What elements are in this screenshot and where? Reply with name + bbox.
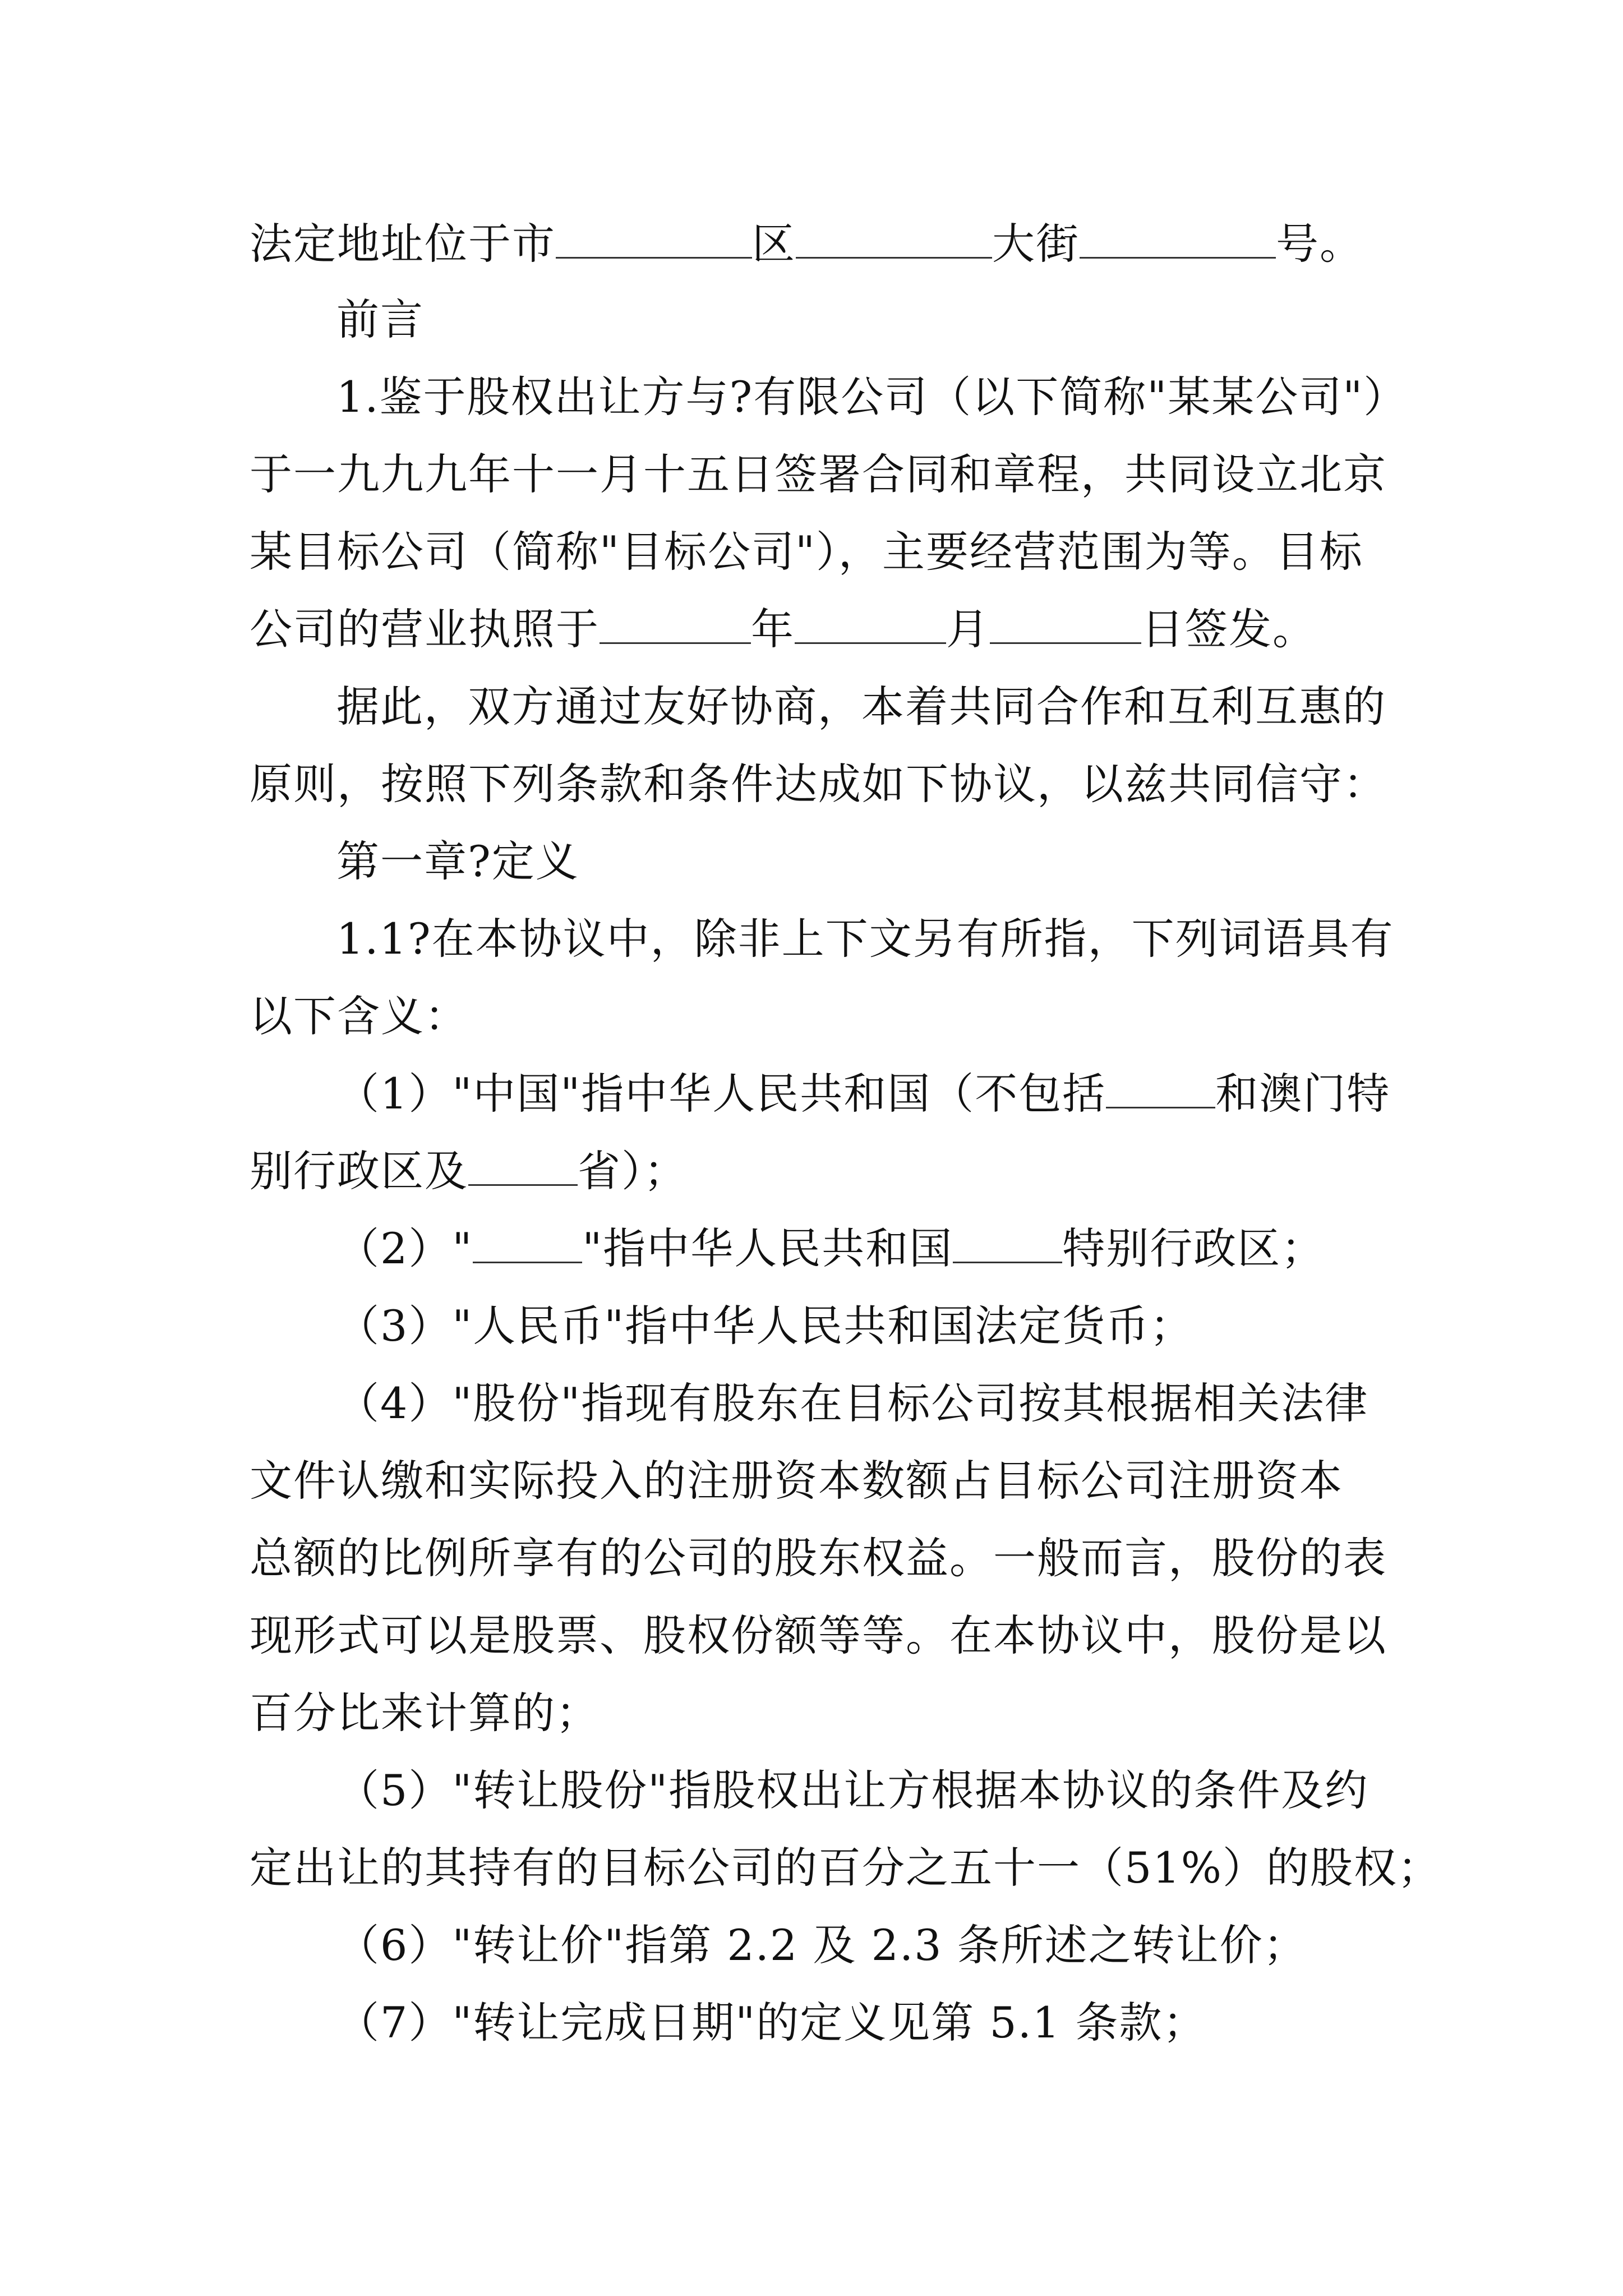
- definition-intro-line2: 以下含义：: [250, 991, 468, 1041]
- preface-heading: 前言: [336, 295, 424, 344]
- item1-blank-b: [468, 1146, 578, 1186]
- street-blank: [1080, 219, 1276, 259]
- item1-text-a: （1）"中国"指中华人民共和国（不包括: [336, 1069, 1106, 1119]
- basis-line1: 据此，双方通过友好协商，本着共同合作和互利互惠的: [336, 682, 1386, 731]
- item2-blank-a: [473, 1223, 582, 1263]
- item1-text-d: 省）；: [578, 1146, 688, 1196]
- item4-line2: 文件认缴和实际投入的注册资本数额占目标公司注册资本: [250, 1456, 1343, 1506]
- item1-blank-a: [1106, 1069, 1215, 1108]
- item1-line1: [0, 1057, 1623, 1130]
- item2-text-c: 特别行政区；: [1062, 1223, 1325, 1273]
- item1-text-b: 和澳门特: [1215, 1069, 1391, 1119]
- clause1-line3: 某目标公司（简称"目标公司"），主要经营范围为等。目标: [250, 527, 1363, 577]
- year-blank: [600, 604, 751, 644]
- item5-line1: （5）"转让股份"指股权出让方根据本协议的条件及约: [336, 1765, 1369, 1815]
- chapter1-heading: 第一章?定义: [336, 836, 579, 886]
- district-blank: [796, 219, 992, 259]
- item4-line5: 百分比来计算的；: [250, 1688, 600, 1738]
- item4-line3: 总额的比例所享有的公司的股东权益。一般而言，股份的表: [250, 1533, 1387, 1583]
- address-text-city: 法定地址位于市: [250, 219, 556, 269]
- item4-line4: 现形式可以是股票、股权份额等等。在本协议中，股份是以: [250, 1611, 1387, 1660]
- month-label: 月: [946, 604, 990, 654]
- year-label: 年: [751, 604, 795, 654]
- day-blank: [990, 604, 1141, 644]
- month-blank: [795, 604, 946, 644]
- basis-line2: 原则，按照下列条款和条件达成如下协议，以兹共同信守：: [250, 759, 1387, 809]
- item7-line: （7）"转让完成日期"的定义见第 5.1 条款；: [336, 1998, 1207, 2047]
- definition-intro-line1: 1.1?在本协议中，除非上下文另有所指，下列词语具有: [336, 914, 1394, 964]
- license-date-text: 公司的营业执照于: [250, 604, 600, 654]
- item2-text-b: "指中华人民共和国: [582, 1223, 953, 1273]
- item6-line: （6）"转让价"指第 2.2 及 2.3 条所述之转让价；: [336, 1920, 1307, 1970]
- item1-text-c: 别行政区及: [250, 1146, 468, 1196]
- address-text-number: 号。: [1276, 219, 1363, 269]
- item2-line: [0, 1212, 1623, 1285]
- item3-line: （3）"人民币"指中华人民共和国法定货币；: [336, 1301, 1194, 1351]
- day-label: 日签发。: [1141, 604, 1316, 654]
- city-blank: [556, 219, 752, 259]
- clause1-line4: [0, 593, 1623, 666]
- item2-blank-b: [953, 1223, 1062, 1263]
- address-line: [0, 208, 1623, 280]
- address-text-district: 区: [752, 219, 796, 269]
- item2-text-a: （2）": [336, 1223, 473, 1273]
- item4-line1: （4）"股份"指现有股东在目标公司按其根据相关法律: [336, 1378, 1369, 1428]
- address-text-street: 大街: [992, 219, 1080, 269]
- item1-line2: [0, 1135, 1623, 1208]
- clause1-line2: 于一九九九年十一月十五日签署合同和章程，共同设立北京: [250, 449, 1387, 499]
- clause1-line1: 1.鉴于股权出让方与?有限公司（以下简称"某某公司"）: [336, 372, 1408, 422]
- item5-line2: 定出让的其持有的目标公司的百分之五十一（51%）的股权；: [250, 1843, 1441, 1893]
